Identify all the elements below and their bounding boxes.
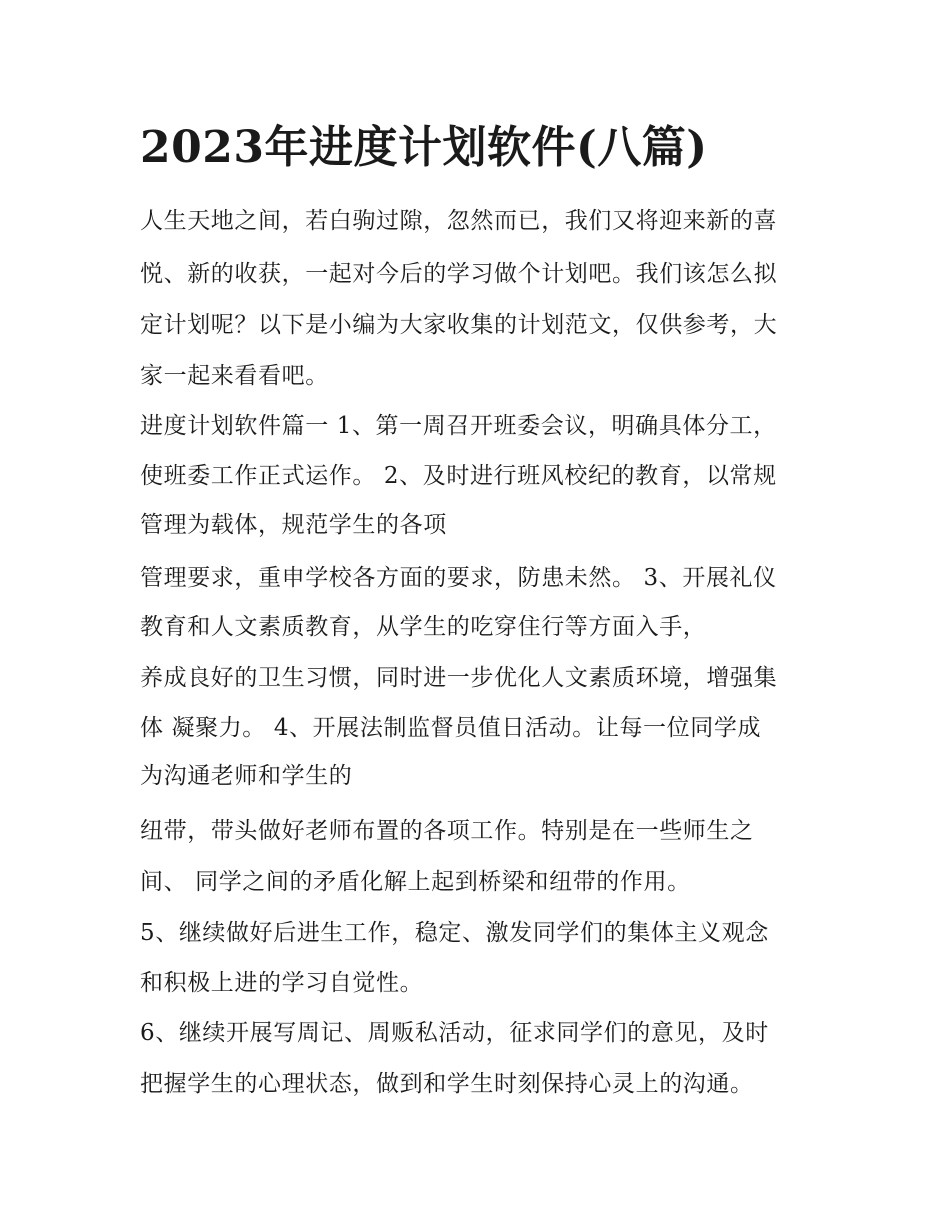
body-line: 定计划呢？以下是小编为大家收集的计划范文，仅供参考，大 — [140, 312, 778, 338]
body-line: 悦、新的收获，一起对今后的学习做个计划吧。我们该怎么拟 — [140, 261, 778, 287]
document-title: 2023年进度计划软件(八篇) — [140, 122, 708, 173]
body-line: 人生天地之间，若白驹过隙，忽然而已，我们又将迎来新的喜 — [140, 208, 778, 234]
body-line: 管理要求，重申学校各方面的要求，防患未然。 3、开展礼仪 — [140, 565, 777, 591]
body-line: 为沟通老师和学生的 — [140, 763, 353, 789]
body-line: 家一起来看看吧。 — [140, 363, 329, 389]
body-line: 5、继续做好后进生工作，稳定、激发同学们的集体主义观念 — [140, 920, 769, 946]
body-line: 使班委工作正式运作。 2、及时进行班风校纪的教育，以常规 — [140, 463, 777, 489]
body-line: 和积极上进的学习自觉性。 — [140, 970, 424, 996]
body-line: 养成良好的卫生习惯，同时进一步优化人文素质环境，增强集 — [140, 665, 778, 691]
body-line: 把握学生的心理状态，做到和学生时刻保持心灵上的沟通。 — [140, 1071, 754, 1097]
body-line: 纽带，带头做好老师布置的各项工作。特别是在一些师生之 — [140, 818, 754, 844]
body-line: 6、继续开展写周记、周贩私活动，征求同学们的意见，及时 — [140, 1020, 769, 1046]
body-line: 间、 同学之间的矛盾化解上起到桥梁和纽带的作用。 — [140, 869, 691, 895]
body-line: 体 凝聚力。 4、开展法制监督员值日活动。让每一位同学成 — [140, 715, 762, 741]
body-line: 教育和人文素质教育，从学生的吃穿住行等方面入手， — [140, 614, 707, 640]
body-line: 进度计划软件篇一 1、第一周召开班委会议，明确具体分工， — [140, 413, 777, 439]
body-line: 管理为载体，规范学生的各项 — [140, 512, 447, 538]
